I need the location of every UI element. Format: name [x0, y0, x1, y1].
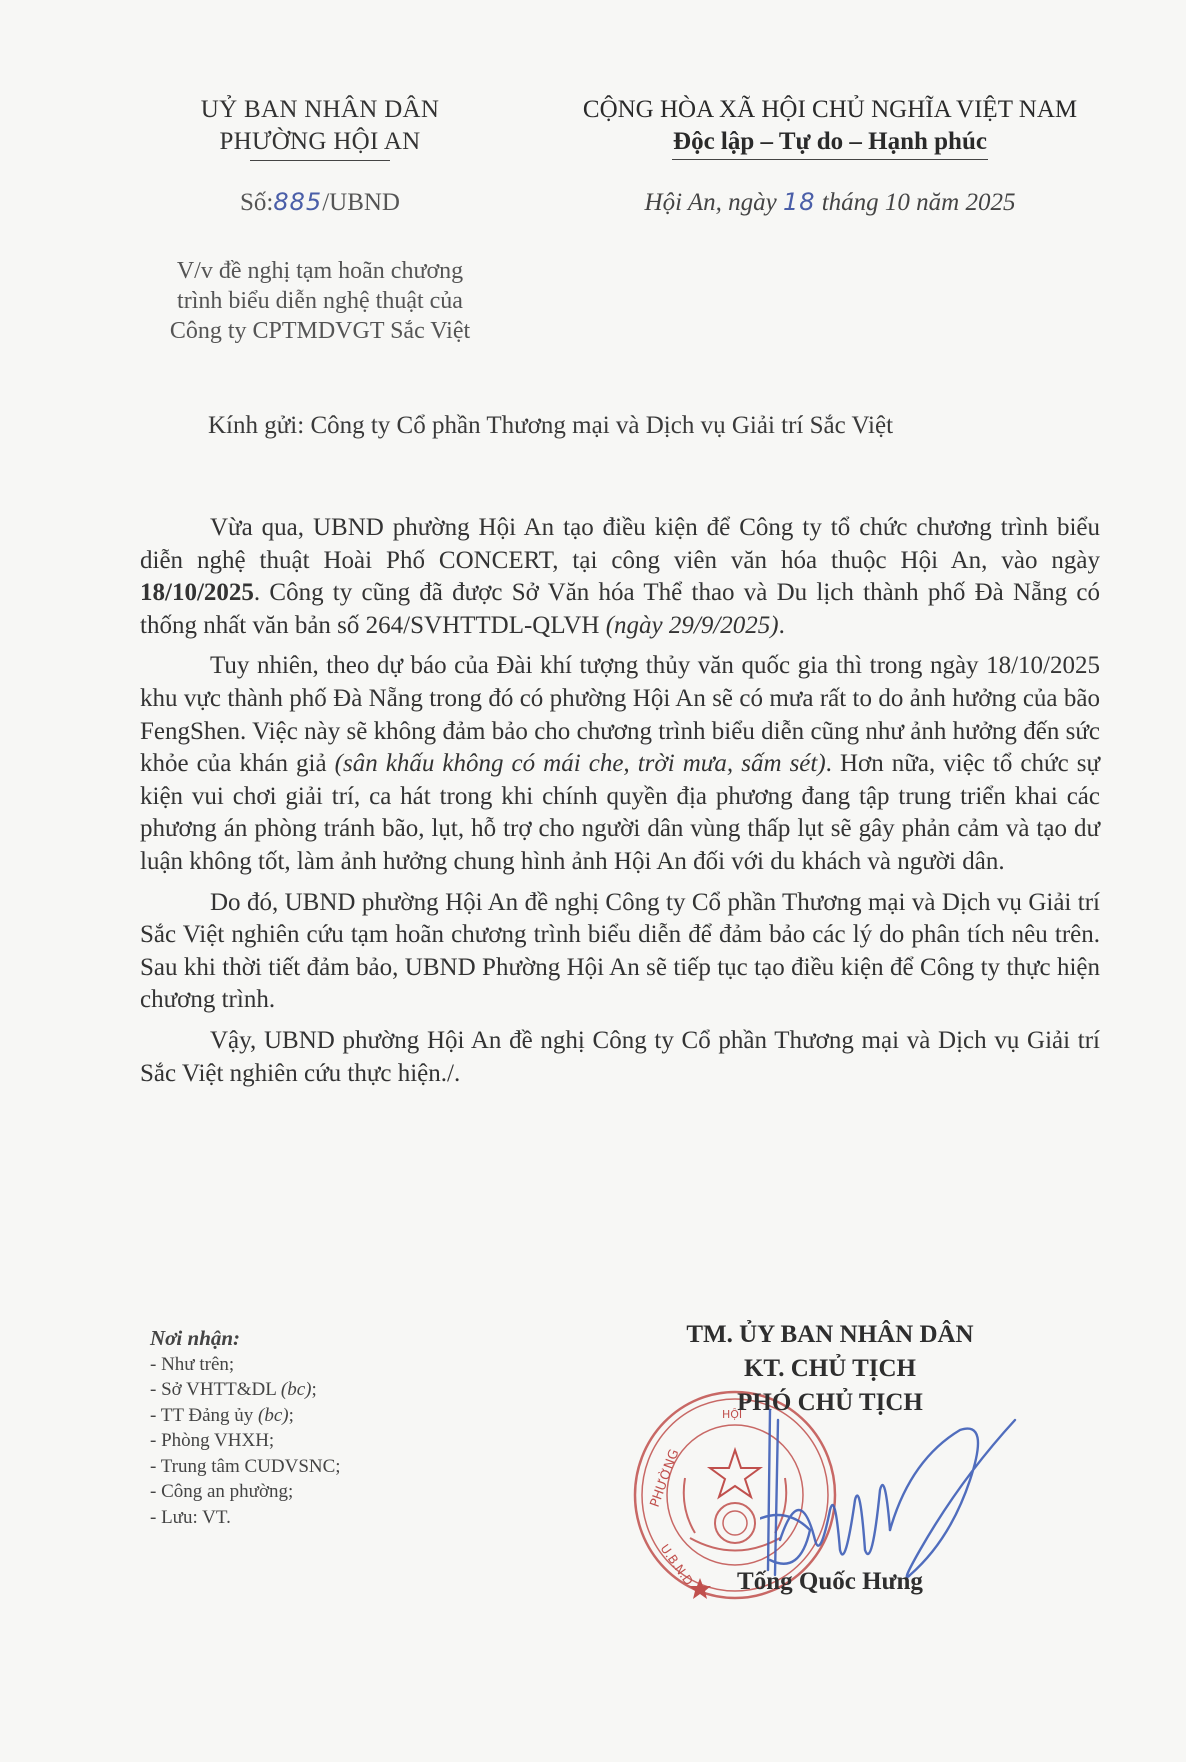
recipient-item — [150, 1377, 530, 1403]
signer-name: Tống Quốc Hưng — [737, 1568, 923, 1595]
recipient-text: - Phòng VHXH; — [150, 1430, 275, 1451]
document-number-prefix: Số: — [240, 189, 274, 216]
subject-line-1: V/v đề nghị tạm hoãn chương — [176, 258, 464, 284]
p2-text-a: Tuy nhiên, theo dự báo của Đài khí tượng thủy văn quốc gia thì trong ngày 18/10/2025 khu vực thành phố Đà Nẵng trong đó có phường Hội An sẽ có mưa rất to do ảnh hưởng của bão FengShen. Việc này sẽ không đảm bảo cho chương trình biểu diễn cũng như ảnh hưởng đến sức khỏe của khán giả — [140, 652, 1100, 778]
subject — [130, 256, 510, 346]
national-header — [540, 94, 1120, 160]
paragraph-1 — [140, 512, 1100, 642]
date-suffix: tháng 10 năm 2025 — [815, 189, 1016, 216]
p1-text-b: . Công ty cũng đã được Sở Văn hóa Thể thao và Du lịch thành phố Đà Nẵng có thống nhất văn bản số 264/SVHTTDL-QLVH — [140, 579, 1100, 639]
motto-underline — [672, 159, 988, 160]
subject-line-3: Công ty CPTMDVGT Sắc Việt — [169, 318, 471, 344]
p1-approval-date: (ngày 29/9/2025) — [605, 611, 779, 639]
authority-line-2: PHƯỜNG HỘI AN — [219, 128, 421, 155]
svg-text:PHƯỜNG: PHƯỜNG — [647, 1447, 683, 1510]
recipient-text: - Trung tâm CUDVSNC; — [150, 1455, 341, 1477]
national-motto: Độc lập – Tự do – Hạnh phúc — [673, 128, 987, 155]
recipient-item — [150, 1403, 530, 1429]
issuing-authority — [130, 94, 510, 161]
document-number-value: 885 — [273, 188, 323, 216]
recipient-text: - TT Đảng ủy — [150, 1404, 259, 1426]
document-date — [540, 188, 1120, 217]
signature-title-1: TM. ỦY BAN NHÂN DÂN — [686, 1321, 974, 1348]
p1-text-c: . — [778, 611, 785, 639]
addressee: Kính gửi: Công ty Cổ phần Thương mại và Dịch vụ Giải trí Sắc Việt — [208, 412, 894, 439]
date-prefix: Hội An, ngày — [644, 189, 783, 216]
recipient-suffix: ; — [288, 1404, 294, 1426]
recipient-text: - Lưu: VT. — [150, 1506, 231, 1528]
paragraph-4: Vậy, UBND phường Hội An đề nghị Công ty Cổ phần Thương mại và Dịch vụ Giải trí Sắc Việt nghiên cứu thực hiện./. — [140, 1026, 1100, 1087]
recipient-text: - Như trên; — [150, 1353, 235, 1375]
paragraph-3: Do đó, UBND phường Hội An đề nghị Công ty Cổ phần Thương mại và Dịch vụ Giải trí Sắc Việt nghiên cứu tạm hoãn chương trình biểu diễn để đảm bảo các lý do phân tích nêu trên. Sau khi thời tiết đảm bảo, UBND Phường Hội An sẽ tiếp tục tạo điều kiện để Công ty thực hiện chương trình. — [140, 888, 1100, 1014]
recipients-list — [150, 1326, 530, 1530]
p2-text-b: . Hơn nữa, việc tổ chức sự kiện vui chơi giải trí, ca hát trong khi chính quyền địa phương đang tập trung triển khai các phương án phòng tránh bão, lụt, hỗ trợ cho người dân vùng thấp lụt sẽ gây phản cảm và tạo dư luận không tốt, làm ảnh hưởng chung hình ảnh Hội An đối với du khách và người dân. — [140, 750, 1100, 875]
recipient-item — [150, 1352, 530, 1378]
svg-text:HỘI: HỘI — [722, 1408, 743, 1421]
national-title: CỘNG HÒA XÃ HỘI CHỦ NGHĨA VIỆT NAM — [582, 96, 1078, 123]
signature-title-2: KT. CHỦ TỊCH — [743, 1355, 917, 1382]
recipient-item — [150, 1428, 530, 1454]
authority-underline — [250, 160, 390, 161]
recipient-text: - Công an phường; — [150, 1481, 294, 1502]
p2-italic-note: (sân khấu không có mái che, trời mưa, sấm sét) — [334, 750, 826, 778]
recipient-note: (bc) — [258, 1404, 289, 1426]
recipient-suffix: ; — [311, 1379, 317, 1400]
letter-body — [140, 512, 1100, 1098]
p1-event-date: 18/10/2025 — [140, 579, 254, 607]
signature-title-3: PHÓ CHỦ TỊCH — [737, 1389, 923, 1416]
document-number-suffix: /UBND — [322, 189, 400, 216]
recipient-item — [150, 1505, 530, 1531]
authority-line-1: UỶ BAN NHÂN DÂN — [200, 96, 440, 123]
paragraph-2 — [140, 650, 1100, 878]
recipient-item — [150, 1454, 530, 1480]
svg-text:U.B.N.D: U.B.N.D — [657, 1541, 696, 1588]
recipient-text: - Sở VHTT&DL — [150, 1379, 281, 1400]
p1-text-a: Vừa qua, UBND phường Hội An tạo điều kiện để Công ty tổ chức chương trình biểu diễn nghệ thuật Hoài Phố CONCERT, tại công viên văn hóa thuộc Hội An, vào ngày — [140, 514, 1100, 574]
recipient-note: (bc) — [280, 1379, 312, 1400]
subject-line-2: trình biểu diễn nghệ thuật của — [177, 288, 463, 314]
document-number — [130, 188, 510, 217]
date-day: 18 — [782, 188, 816, 216]
recipient-item — [150, 1479, 530, 1505]
recipients-title: Nơi nhận: — [150, 1326, 241, 1350]
